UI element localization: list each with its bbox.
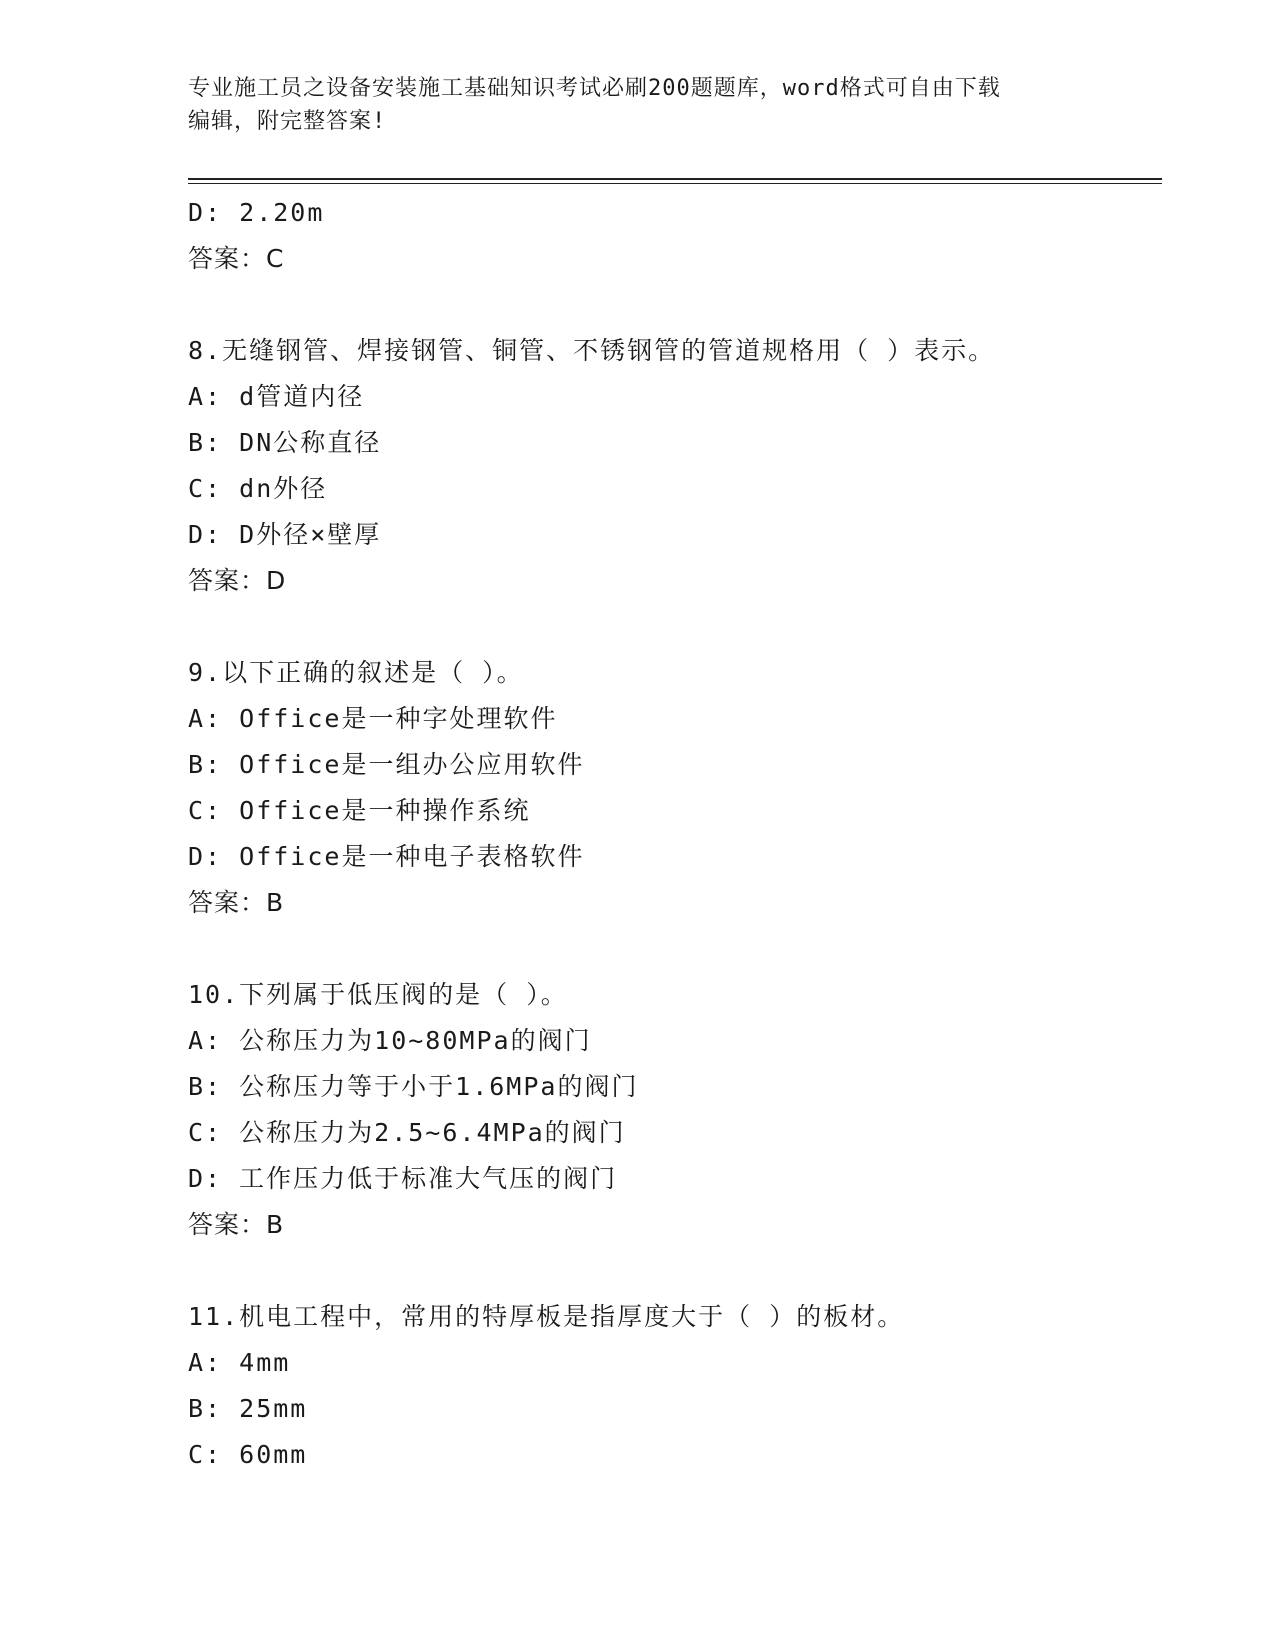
question-9-option-b: B: Office是一组办公应用软件: [188, 750, 585, 779]
question-8-option-b: B: DN公称直径: [188, 428, 382, 457]
prev-answer: 答案：C: [188, 244, 285, 273]
question-10-option-c: C: 公称压力为2.5~6.4MPa的阀门: [188, 1118, 626, 1147]
question-11-option-c: C: 60mm: [188, 1440, 308, 1469]
spacer: [188, 282, 1148, 328]
spacer: [188, 1248, 1148, 1294]
question-11-option-b: B: 25mm: [188, 1394, 308, 1423]
question-8-answer: 答案：D: [188, 566, 287, 595]
question-10-option-a: A: 公称压力为10~80MPa的阀门: [188, 1026, 592, 1055]
header-rule-top: [188, 178, 1162, 180]
question-11-stem: 11.机电工程中，常用的特厚板是指厚度大于（ ）的板材。: [188, 1302, 905, 1331]
question-8-option-d: D: D外径×壁厚: [188, 520, 382, 549]
question-9-stem: 9.以下正确的叙述是（ ）。: [188, 658, 524, 687]
question-9-option-a: A: Office是一种字处理软件: [188, 704, 558, 733]
prev-option-d: D: 2.20m: [188, 198, 325, 227]
question-8-option-a: A: d管道内径: [188, 382, 365, 411]
header-rule-bottom: [188, 183, 1162, 184]
header-line-1: 专业施工员之设备安装施工基础知识考试必刷200题题库，word格式可自由下载: [188, 76, 1001, 101]
question-10-stem: 10.下列属于低压阀的是（ ）。: [188, 980, 568, 1009]
spacer: [188, 604, 1148, 650]
question-8-option-c: C: dn外径: [188, 474, 328, 503]
document-body: [188, 190, 1148, 1478]
question-11-option-a: A: 4mm: [188, 1348, 291, 1377]
header-line-2: 编辑，附完整答案!: [188, 109, 387, 134]
question-10-answer: 答案：B: [188, 1210, 285, 1239]
question-9-answer: 答案：B: [188, 888, 285, 917]
question-10-option-d: D: 工作压力低于标准大气压的阀门: [188, 1164, 618, 1193]
question-9-option-c: C: Office是一种操作系统: [188, 796, 531, 825]
question-8-stem: 8.无缝钢管、焊接钢管、铜管、不锈钢管的管道规格用（ ）表示。: [188, 336, 996, 365]
document-header: [188, 72, 1088, 138]
spacer: [188, 926, 1148, 972]
question-9-option-d: D: Office是一种电子表格软件: [188, 842, 585, 871]
question-10-option-b: B: 公称压力等于小于1.6MPa的阀门: [188, 1072, 639, 1101]
